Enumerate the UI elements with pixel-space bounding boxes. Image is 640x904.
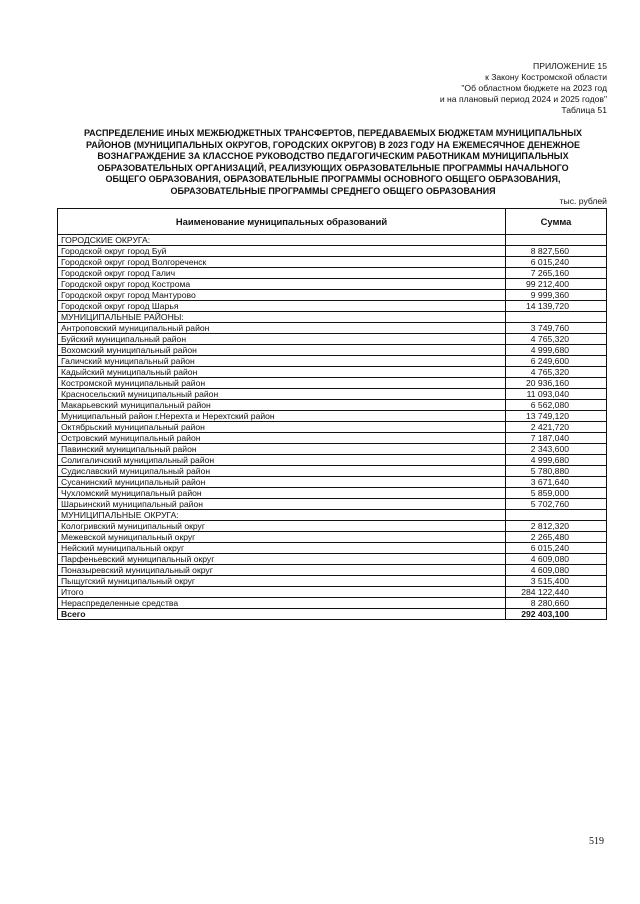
row-name: Солигаличский муниципальный район [58,455,506,466]
row-name: Галичский муниципальный район [58,356,506,367]
row-name: Городской округ город Галич [58,268,506,279]
row-sum: 20 936,160 [506,378,607,389]
row-name: Нейский муниципальный округ [58,543,506,554]
row-sum: 5 780,880 [506,466,607,477]
row-sum: 5 702,760 [506,499,607,510]
row-name: Городской округ город Кострома [58,279,506,290]
table-number: Таблица 51 [561,105,607,115]
row-sum: 9 999,360 [506,290,607,301]
title-line: РАЙОНОВ (МУНИЦИПАЛЬНЫХ ОКРУГОВ, ГОРОДСКИХ ОКРУГОВ) В 2023 ГОДУ НА ЕЖЕМЕСЯЧНОЕ ДЕНЕЖНОЕ [85,139,580,150]
row-name: Островский муниципальный район [58,433,506,444]
table-row [58,378,607,389]
row-sum: 3 671,640 [506,477,607,488]
row-sum: 4 765,320 [506,334,607,345]
document-header [440,61,607,116]
table-row [58,345,607,356]
row-sum [506,312,607,323]
row-name: Пыщугский муниципальный округ [58,576,506,587]
row-sum: 3 749,760 [506,323,607,334]
row-sum: 11 093,040 [506,389,607,400]
column-header-sum: Сумма [506,209,607,235]
table-row [58,433,607,444]
row-name: Муниципальный район г.Нерехта и Нерехтский район [58,411,506,422]
row-name: МУНИЦИПАЛЬНЫЕ РАЙОНЫ: [58,312,506,323]
table-row [58,532,607,543]
row-sum: 284 122,440 [506,587,607,598]
row-sum: 3 515,400 [506,576,607,587]
row-name: Антроповский муниципальный район [58,323,506,334]
row-name: Шарьинский муниципальный район [58,499,506,510]
table-row [58,301,607,312]
row-sum: 13 749,120 [506,411,607,422]
row-name: Сусанинский муниципальный район [58,477,506,488]
table-row [58,367,607,378]
row-sum: 6 015,240 [506,257,607,268]
table-row [58,268,607,279]
row-sum: 8 280,660 [506,598,607,609]
row-sum: 4 609,080 [506,565,607,576]
row-name: Итого [58,587,506,598]
row-sum: 4 999,680 [506,455,607,466]
table-row [58,257,607,268]
title-line: ОБЩЕГО ОБРАЗОВАНИЯ, ОБРАЗОВАТЕЛЬНЫЕ ПРОГРАММЫ ОСНОВНОГО ОБЩЕГО ОБРАЗОВАНИЯ, [105,174,561,185]
row-sum: 2 421,720 [506,422,607,433]
distribution-table [57,208,607,620]
table-row [58,279,607,290]
row-name: Городской округ город Буй [58,246,506,257]
law-title-line2: и на плановый период 2024 и 2025 годов" [439,94,607,104]
table-row [58,521,607,532]
row-name: Межевской муниципальный округ [58,532,506,543]
table-header-row [58,209,607,235]
table-row [58,488,607,499]
row-sum: 6 249,600 [506,356,607,367]
row-name: ГОРОДСКИЕ ОКРУГА: [58,235,506,246]
row-sum: 292 403,100 [506,609,607,620]
row-sum: 5 859,000 [506,488,607,499]
table-row [58,235,607,246]
row-sum: 2 343,600 [506,444,607,455]
title-line: РАСПРЕДЕЛЕНИЕ ИНЫХ МЕЖБЮДЖЕТНЫХ ТРАНСФЕРТОВ, ПЕРЕДАВАЕМЫХ БЮДЖЕТАМ МУНИЦИПАЛЬНЫХ [83,128,583,138]
row-sum: 4 999,680 [506,345,607,356]
row-sum: 4 765,320 [506,367,607,378]
table-row [58,543,607,554]
row-name: Городской округ город Мантурово [58,290,506,301]
row-name: Нераспределенные средства [58,598,506,609]
table-row [58,455,607,466]
document-title [58,128,608,198]
law-reference: к Закону Костромской области [485,72,607,82]
row-sum [506,235,607,246]
table-row [58,466,607,477]
row-name: Судиславский муниципальный район [58,466,506,477]
table-row [58,510,607,521]
law-title-line1: "Об областном бюджете на 2023 год [461,83,607,93]
table-row [58,312,607,323]
row-sum: 7 265,160 [506,268,607,279]
row-name: МУНИЦИПАЛЬНЫЕ ОКРУГА: [58,510,506,521]
row-sum: 99 212,400 [506,279,607,290]
row-sum: 2 812,320 [506,521,607,532]
title-line: ОБРАЗОВАТЕЛЬНЫХ ОРГАНИЗАЦИЙ, РЕАЛИЗУЮЩИХ ОБРАЗОВАТЕЛЬНЫЕ ПРОГРАММЫ НАЧАЛЬНОГО [97,162,569,173]
row-sum: 4 609,080 [506,554,607,565]
row-name: Кадыйский муниципальный район [58,367,506,378]
page-number: 519 [589,836,604,847]
row-name: Вохомский муниципальный район [58,345,506,356]
row-name: Кологривский муниципальный округ [58,521,506,532]
row-name: Октябрьский муниципальный район [58,422,506,433]
table-row [58,422,607,433]
table-row [58,323,607,334]
table-row [58,246,607,257]
table-row [58,290,607,301]
row-sum: 6 562,080 [506,400,607,411]
table-row [58,576,607,587]
title-line: ОБРАЗОВАТЕЛЬНЫЕ ПРОГРАММЫ СРЕДНЕГО ОБЩЕГО ОБРАЗОВАНИЯ [170,185,496,196]
table-row [58,609,607,620]
row-sum: 2 265,480 [506,532,607,543]
table-row [58,356,607,367]
row-sum [506,510,607,521]
row-name: Чухломский муниципальный район [58,488,506,499]
row-sum: 14 139,720 [506,301,607,312]
table-body [58,235,607,620]
row-sum: 8 827,560 [506,246,607,257]
row-name: Городской округ город Волгореченск [58,257,506,268]
row-name: Павинский муниципальный район [58,444,506,455]
table-row [58,389,607,400]
table-row [58,334,607,345]
row-name: Поназыревский муниципальный округ [58,565,506,576]
row-name: Всего [58,609,506,620]
row-name: Красносельский муниципальный район [58,389,506,400]
row-name: Парфеньевский муниципальный округ [58,554,506,565]
table-row [58,411,607,422]
column-header-name: Наименование муниципальных образований [58,209,506,235]
table-row [58,565,607,576]
table-row [58,598,607,609]
row-sum: 6 015,240 [506,543,607,554]
table-row [58,444,607,455]
units-label: тыс. рублей [559,196,607,206]
appendix-label: ПРИЛОЖЕНИЕ 15 [533,61,607,71]
row-name: Городской округ город Шарья [58,301,506,312]
table-row [58,477,607,488]
row-name: Костромской муниципальный район [58,378,506,389]
table-row [58,400,607,411]
table-row [58,554,607,565]
table-row [58,499,607,510]
row-name: Макарьевский муниципальный район [58,400,506,411]
row-sum: 7 187,040 [506,433,607,444]
title-line: ВОЗНАГРАЖДЕНИЕ ЗА КЛАССНОЕ РУКОВОДСТВО ПЕДАГОГИЧЕСКИМ РАБОТНИКАМ МУНИЦИПАЛЬНЫХ [97,151,569,162]
table-row [58,587,607,598]
row-name: Буйский муниципальный район [58,334,506,345]
